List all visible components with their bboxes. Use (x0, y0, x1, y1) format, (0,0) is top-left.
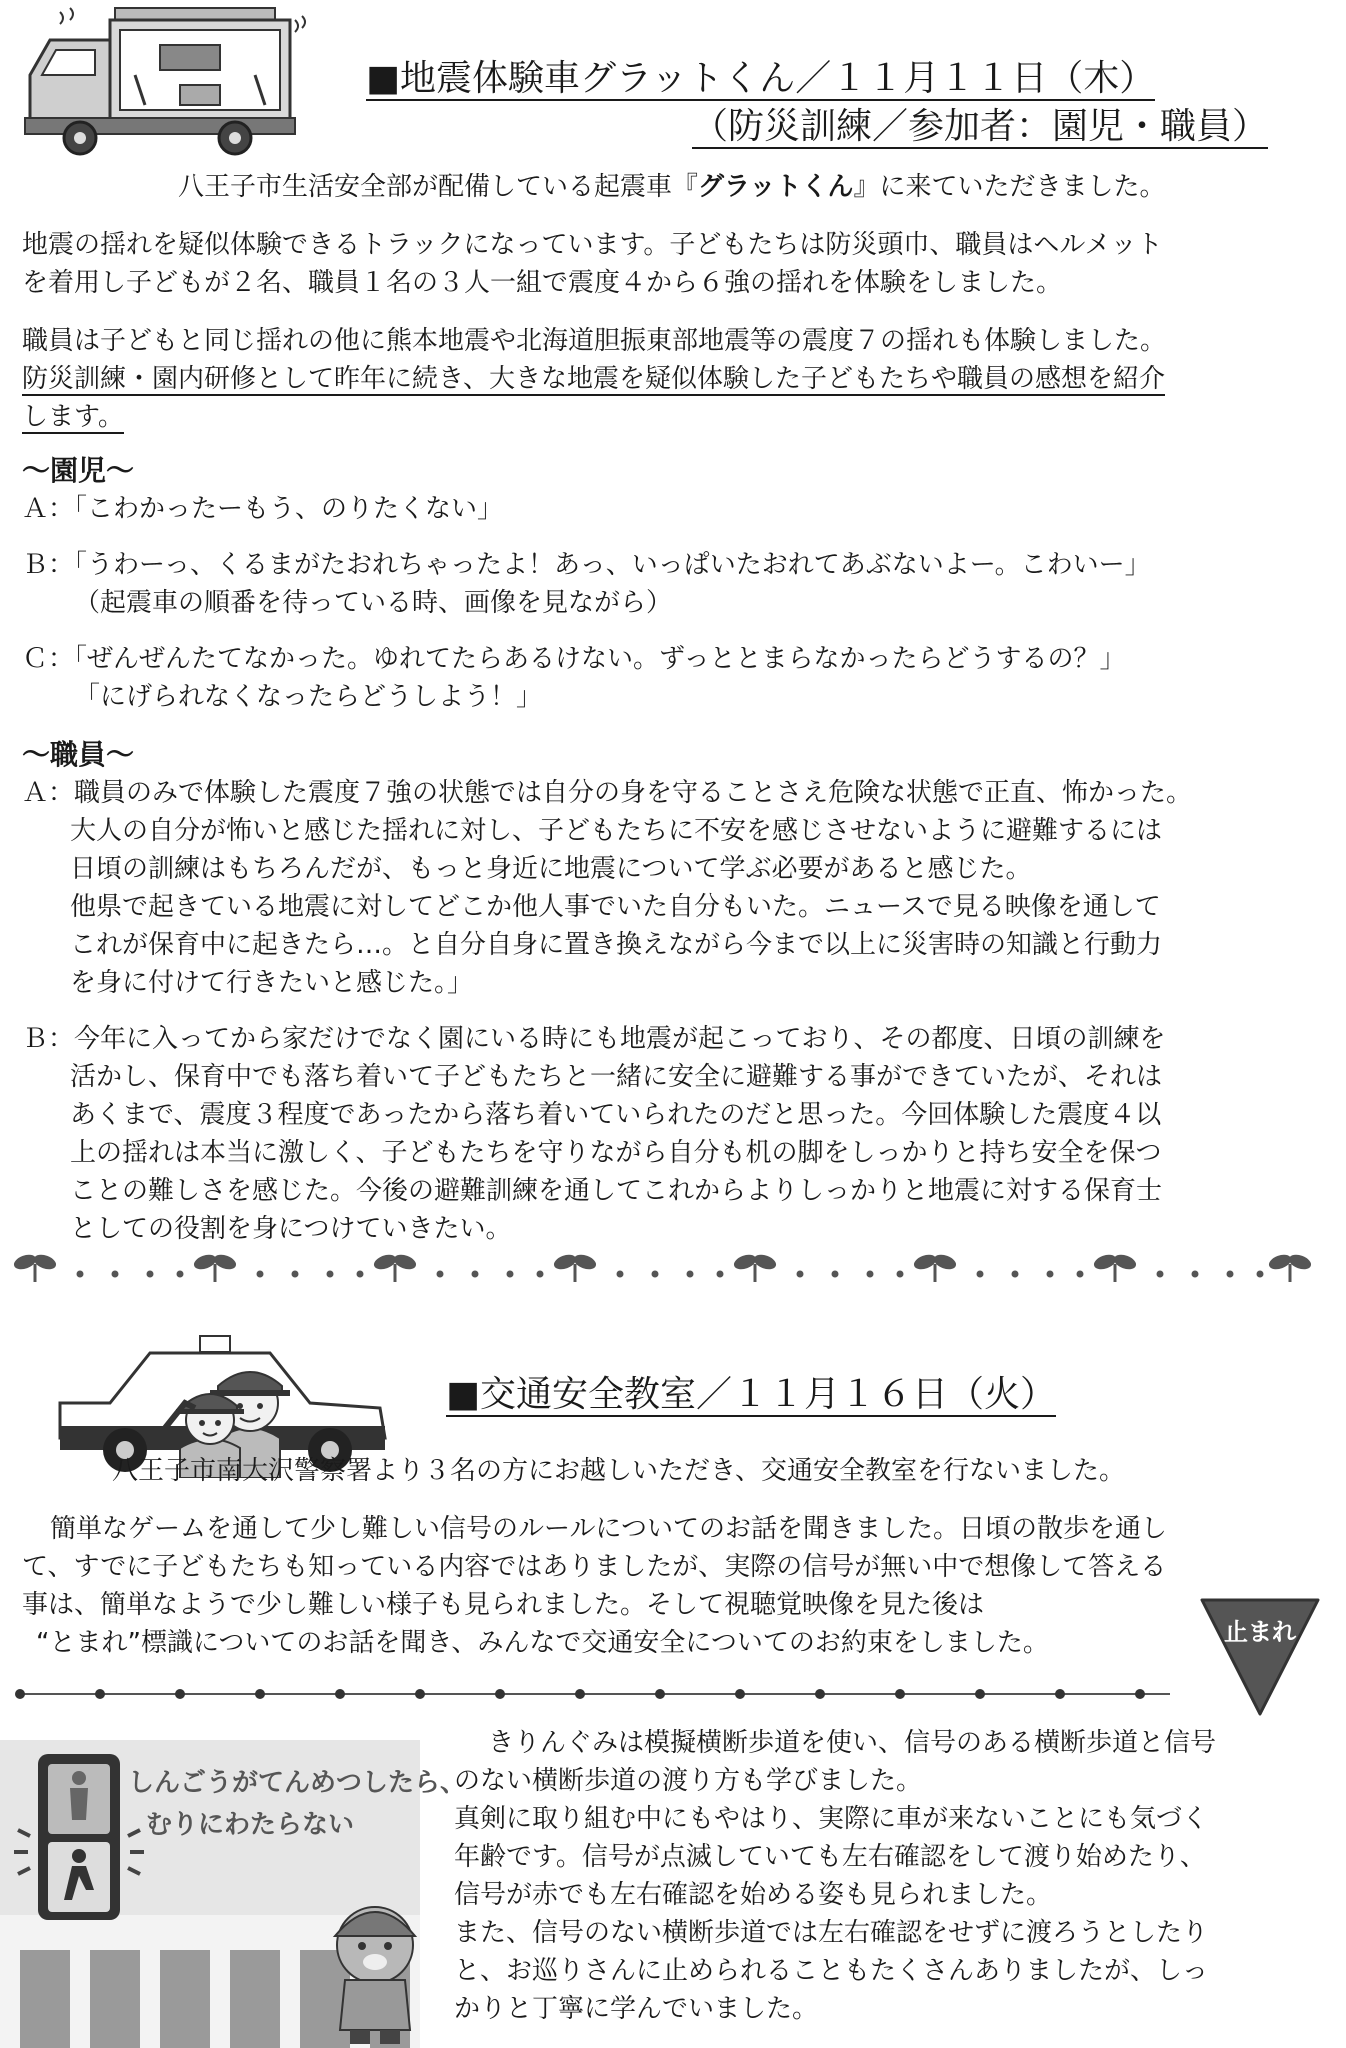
children-heading: ～園児～ (22, 454, 135, 487)
staff-a-line: 日頃の訓練はもちろんだが、もっと身近に地震について学ぶ必要があると感じた。 (70, 854, 1032, 884)
section2-para2-line: と、お巡りさんに止められることもたくさんありましたが、しっ (454, 1956, 1209, 1986)
crosswalk-signal-illustration (0, 1740, 467, 2048)
section2-para2-line: また、信号のない横断歩道では左右確認をせずに渡ろうとしたり (454, 1918, 1209, 1948)
section2-para2-line: 真剣に取り組む中にもやはり、実際に車が来ないことにも気づく (454, 1804, 1209, 1834)
section2-para1-line: て、すでに子どもたちも知っている内容ではありましたが、実際の信号が無い中で想像して答える (22, 1552, 1167, 1582)
section1-para2-line: します。 (22, 402, 124, 432)
signal-caption-line: しんごうがてんめつしたら、 (128, 1768, 467, 1798)
section2-para1-line: 事は、簡単なようで少し難しい様子も見られました。そして視聴覚映像を見た後は (22, 1590, 985, 1620)
staff-b-line: 活かし、保育中でも落ち着いて子どもたちと一緒に安全に避難する事ができていたが、それは (70, 1062, 1163, 1092)
staff-a-line: Ａ：職員のみで体験した震度７強の状態では自分の身を守ることさえ危険な状態で正直、怖かった。 (22, 778, 1193, 808)
section2-para2-line: 信号が赤でも左右確認を始める姿も見られました。 (454, 1880, 1053, 1910)
staff-b-line: Ｂ：今年に入ってから家だけでなく園にいる時にも地震が起こっており、その都度、日頃の訓練を (22, 1024, 1166, 1054)
section1-para1-line: を着用し子どもが２名、職員１名の３人一組で震度４から６強の揺れを体験をしました。 (22, 268, 1063, 298)
staff-a-line: を身に付けて行きたいと感じた。」 (70, 968, 474, 998)
staff-a-line: 大人の自分が怖いと感じた揺れに対し、子どもたちに不安を感じさせないように避難するには (70, 816, 1163, 846)
signal-caption-line: むりにわたらない (146, 1810, 355, 1840)
stop-sign (1198, 1596, 1322, 1718)
section2-para2-line: きりんぐみは模擬横断歩道を使い、信号のある横断歩道と信号 (488, 1728, 1217, 1758)
bead-divider (0, 1684, 1190, 1704)
section1-intro: 八王子市生活安全部が配備している起震車『グラットくん』に来ていただきました。 (178, 172, 1166, 202)
child-comment: Ｂ：「うわーっ、くるまがたおれちゃったよ！あっ、いっぱいたおれてあぶないよー。こわいー」 (22, 550, 1151, 580)
section2-para2-line: かりと丁寧に学んでいました。 (454, 1994, 819, 2024)
staff-b-line: としての役割を身につけていきたい。 (70, 1214, 512, 1244)
stop-sign-label: 止まれ (1224, 1618, 1296, 1646)
staff-b-line: あくまで、震度３程度であったから落ち着いていられたのだと思った。今回体験した震度４以 (70, 1100, 1162, 1130)
staff-b-line: ことの難しさを感じた。今後の避難訓練を通してこれからよりしっかりと地震に対する保育士 (70, 1176, 1163, 1206)
section1-para1-line: 地震の揺れを疑似体験できるトラックになっています。子どもたちは防災頭巾、職員はヘルメット (22, 230, 1163, 260)
section2-para2-line: のない横断歩道の渡り方も学びました。 (454, 1766, 923, 1796)
section2-para1-line: 簡単なゲームを通して少し難しい信号のルールについてのお話を聞きました。日頃の散歩を通し (50, 1514, 1167, 1544)
section1-title: ■地震体験車グラットくん／１１月１１日（木） (366, 58, 1156, 99)
section1-para2-line: 防災訓練・園内研修として昨年に続き、大きな地震を疑似体験した子どもたちや職員の感想を紹介 (22, 364, 1165, 394)
section2-intro: 八王子市南大沢警察署より３名の方にお越しいただき、交通安全教室を行ないました。 (112, 1456, 1125, 1486)
child-comment: Ｃ：「ぜんぜんたてなかった。ゆれてたらあるけない。ずっととまらなかったらどうするの？」 (22, 644, 1126, 674)
section1-subtitle: （防災訓練／参加者：園児・職員） (692, 106, 1269, 147)
staff-heading: ～職員～ (22, 738, 135, 771)
child-comment: 「にげられなくなったらどうしよう！」 (74, 682, 543, 712)
sprout-divider (0, 1248, 1346, 1288)
section2-title: ■交通安全教室／１１月１６日（火） (446, 1374, 1057, 1415)
section2-para2-line: 年齢です。信号が点滅していても左右確認をして渡り始めたり、 (454, 1842, 1206, 1872)
staff-a-line: 他県で起きている地震に対してどこか他人事でいた自分もいた。ニュースで見る映像を通して (70, 892, 1161, 922)
gurattokun-name: グラットくん (698, 172, 854, 202)
child-comment: Ａ：「こわかったーもう、のりたくない」 (22, 494, 504, 524)
staff-a-line: これが保育中に起きたら…。と自分自身に置き換えながら今まで以上に災害時の知識と行動力 (70, 930, 1163, 960)
section1-para2-line: 職員は子どもと同じ揺れの他に熊本地震や北海道胆振東部地震等の震度７の揺れも体験しました。 (22, 326, 1167, 356)
earthquake-truck-illustration (20, 0, 310, 160)
section2-para1-line: “とまれ”標識についてのお話を聞き、みんなで交通安全についてのお約束をしました。 (36, 1628, 1049, 1658)
child-comment-note: （起震車の順番を待っている時、画像を見ながら） (74, 588, 673, 618)
staff-b-line: 上の揺れは本当に激しく、子どもたちを守りながら自分も机の脚をしっかりと持ち安全を保つ (70, 1138, 1162, 1168)
